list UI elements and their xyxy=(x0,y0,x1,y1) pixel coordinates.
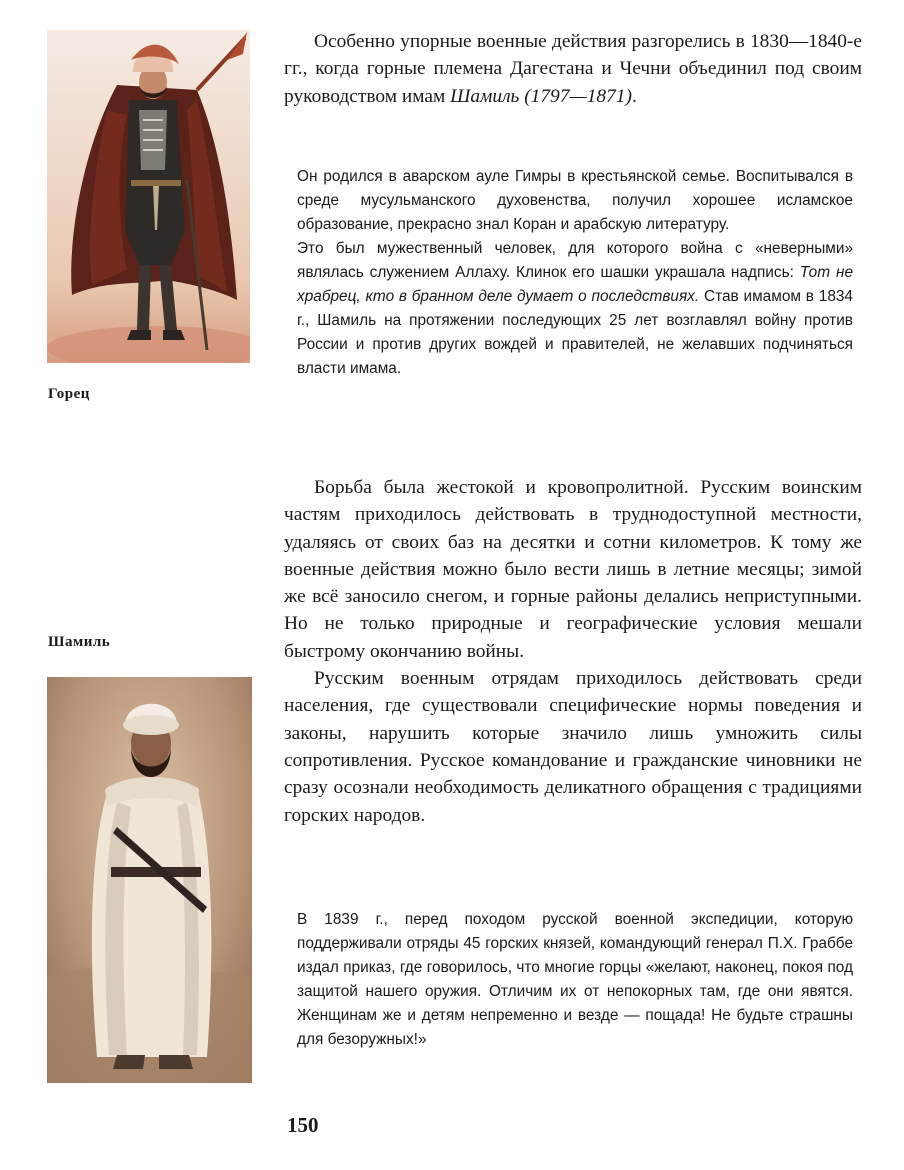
bio-p2-start: Это был мужественный человек, для которого война с «неверными» являлась служением Аллаху. Клинок его шашки украшала надпись: xyxy=(297,240,853,281)
intro-paragraph xyxy=(284,28,862,110)
intro-text: Особенно упорные военные действия разгорелись в 1830—1840-е гг., когда горные племена Дагестана и Чечни объединил под своим руководством имам xyxy=(284,31,862,107)
bio-paragraph-1: Он родился в аварском ауле Гимры в крестьянской семье. Воспитывался в среде мусульманского духовенства, получил хорошее исламское образование, прекрасно знал Коран и арабскую литературу. xyxy=(297,168,853,233)
struggle-paragraph-1: Борьба была жестокой и кровопролитной. Русским воинским частям приходилось действовать в труднодоступной местности, удаляясь от своих баз на десятки и сотни километров. К тому же военные действия можно было вести лишь в летние месяцы; зимой же всё заносило снегом, и горные районы делались неприступными. Но не только природные и географические условия мешали быстрому окончанию войны. xyxy=(284,477,862,662)
struggle-text xyxy=(284,474,862,829)
mountaineer-illustration xyxy=(47,30,250,363)
sword-inscription: Тот не храбрец, кто в бранном деле думает о последствиях. xyxy=(297,264,854,305)
caption-shamil: Шамиль xyxy=(48,634,111,650)
bio-p2-end: Став имамом в 1834 г., Шамиль на протяжении последующих 25 лет возглавлял войну против России и против других вождей и правителей, не желавших подчиняться власти имама. xyxy=(297,288,853,377)
grabbe-order-insert xyxy=(297,908,853,1052)
page-number: 150 xyxy=(287,1113,319,1137)
caption-mountaineer: Горец xyxy=(48,386,90,402)
shamil-portrait xyxy=(47,677,252,1083)
mountaineer-drawing xyxy=(47,30,250,363)
struggle-paragraph-2: Русским военным отрядам приходилось действовать среди населения, где существовали специфические нормы поведения и законы, нарушить которые значило лишь умножить силы сопротивления. Русское командование и гражданские чиновники не сразу осознали необходимость деликатного обращения с традициями горских народов. xyxy=(284,668,862,826)
bio-paragraph-2 xyxy=(297,237,853,381)
shamil-drawing xyxy=(47,677,252,1083)
shamil-name-dates: Шамиль (1797—1871) xyxy=(450,85,632,107)
intro-end: . xyxy=(631,85,637,107)
biography-insert xyxy=(297,165,853,381)
order-paragraph: В 1839 г., перед походом русской военной экспедиции, которую поддерживали отряды 45 горских князей, командующий генерал П.Х. Граббе издал приказ, где говорилось, что многие горцы «желают, наконец, покоя под защитой нашего оружия. Отличим их от непокорных там, где они явятся. Женщинам же и детям непременно и везде — пощада! Не будьте страшны для безоружных!» xyxy=(297,911,853,1048)
